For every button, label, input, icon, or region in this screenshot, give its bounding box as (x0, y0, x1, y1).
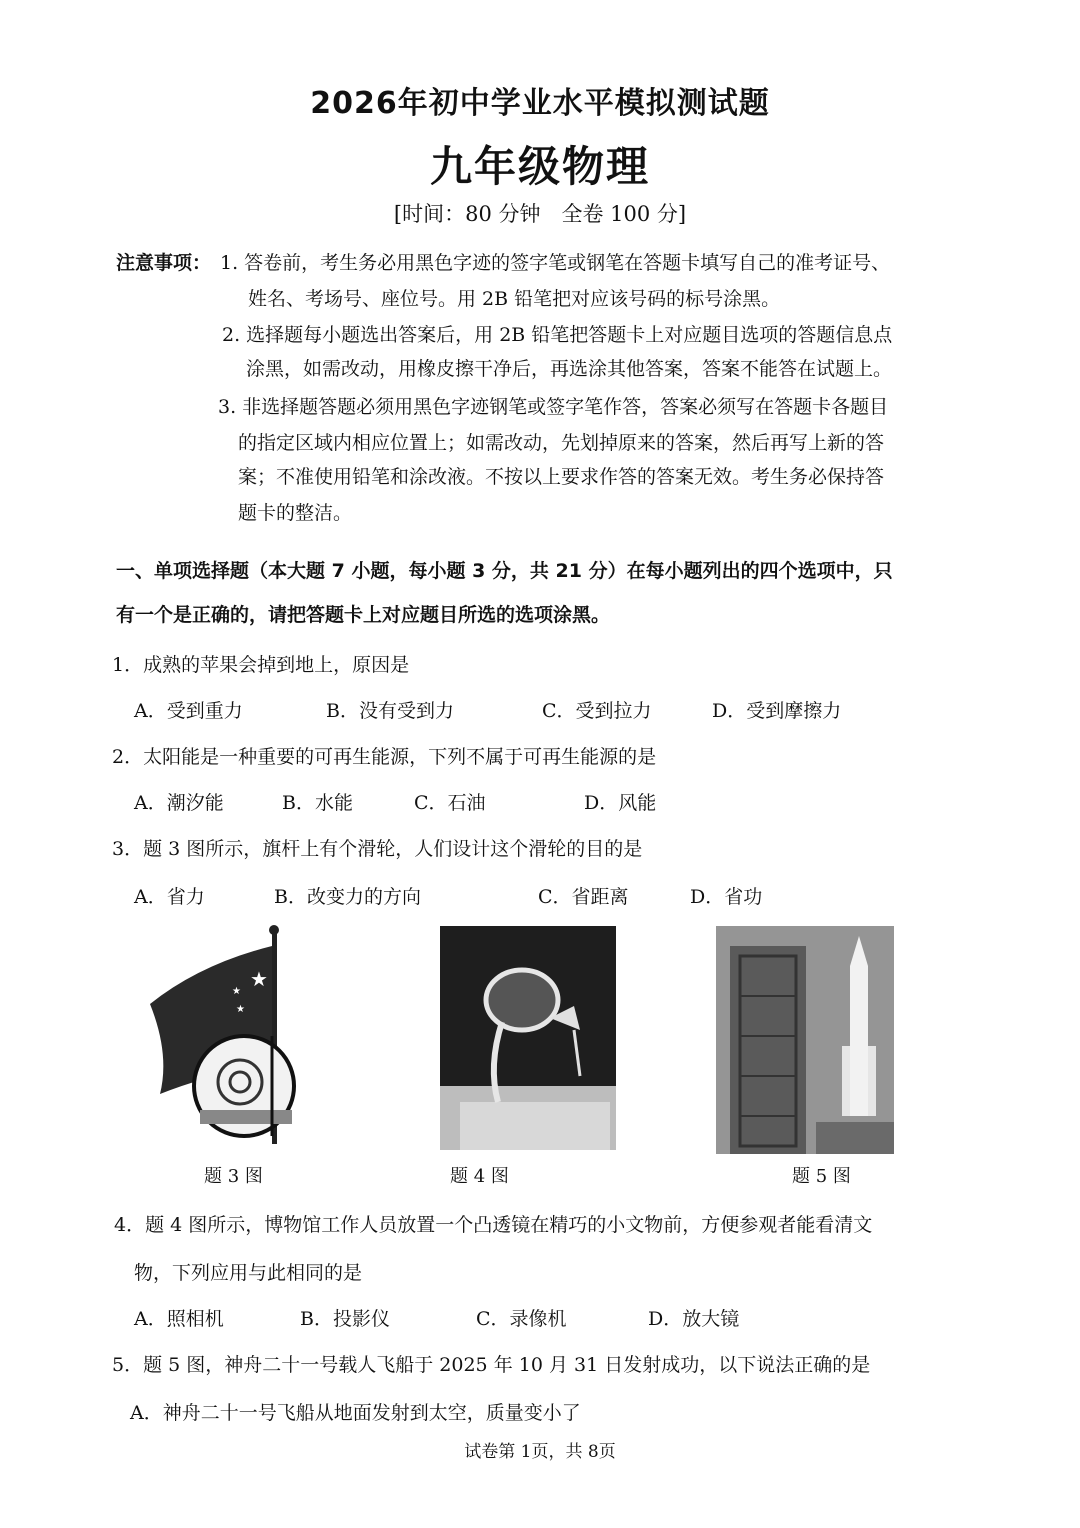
q1-option-c: C．受到拉力 (542, 700, 652, 722)
note-line: 1. 答卷前，考生务必用黑色字迹的签字笔或钢笔在答题卡填写自己的准考证号、 (220, 252, 891, 274)
q1-option-a: A．受到重力 (134, 700, 243, 722)
question-3-stem: 3．题 3 图所示，旗杆上有个滑轮，人们设计这个滑轮的目的是 (112, 838, 643, 860)
figure-4-caption: 题 4 图 (450, 1166, 509, 1187)
figure-5-rocket-launch (716, 926, 894, 1154)
question-1-stem: 1．成熟的苹果会掉到地上，原因是 (112, 654, 410, 676)
q4-option-d: D．放大镜 (648, 1308, 740, 1330)
q3-option-d: D．省功 (690, 886, 763, 908)
note-line: 的指定区域内相应位置上；如需改动，先划掉原来的答案，然后再写上新的答 (238, 432, 885, 454)
q5-option-a: A．神舟二十一号飞船从地面发射到太空，质量变小了 (130, 1402, 581, 1424)
q3-option-c: C．省距离 (538, 886, 629, 908)
page-footer: 试卷第 1页，共 8页 (464, 1442, 616, 1462)
section1-heading-cont: 有一个是正确的，请把答题卡上对应题目所选的选项涂黑。 (116, 604, 611, 626)
note-line: 案；不准使用铅笔和涂改液。不按以上要求作答的答案无效。考生务必保持答 (238, 466, 885, 488)
note-line: 姓名、考场号、座位号。用 2B 铅笔把对应该号码的标号涂黑。 (248, 288, 781, 310)
note-line: 3. 非选择题答题必须用黑色字迹钢笔或签字笔作答，答案必须写在答题卡各题目 (218, 396, 889, 418)
figure-4-museum-lens (440, 926, 616, 1150)
note-line: 题卡的整洁。 (238, 502, 353, 524)
q3-option-b: B．改变力的方向 (274, 886, 421, 908)
q4-option-b: B．投影仪 (300, 1308, 390, 1330)
question-4-stem-cont: 物，下列应用与此相同的是 (134, 1262, 363, 1284)
q1-option-b: B．没有受到力 (326, 700, 454, 722)
q2-option-b: B．水能 (282, 792, 353, 814)
exam-title: 2026年初中学业水平模拟测试题 (310, 86, 770, 121)
question-4-stem: 4．题 4 图所示，博物馆工作人员放置一个凸透镜在精巧的小文物前，方便参观者能看清文 (114, 1214, 873, 1236)
q2-option-c: C．石油 (414, 792, 486, 814)
time-info: [时间：80 分钟 全卷 100 分] (393, 202, 687, 226)
q2-option-d: D．风能 (584, 792, 657, 814)
q3-option-a: A．省力 (134, 886, 205, 908)
svg-text:★: ★ (236, 1004, 245, 1015)
subject-title: 九年级物理 (429, 142, 650, 191)
figure-5-caption: 题 5 图 (792, 1166, 851, 1187)
svg-text:★: ★ (232, 986, 241, 997)
figure-3-flag-pulley (140, 924, 320, 1146)
section1-heading: 一、单项选择题（本大题 7 小题，每小题 3 分，共 21 分）在每小题列出的四个选项中，只 (116, 560, 893, 582)
note-line: 2. 选择题每小题选出答案后，用 2B 铅笔把答题卡上对应题目选项的答题信息点 (222, 324, 893, 346)
notes-label: 注意事项： (116, 252, 212, 274)
q2-option-a: A．潮汐能 (134, 792, 224, 814)
question-5-stem: 5．题 5 图，神舟二十一号载人飞船于 2025 年 10 月 31 日发射成功，以下说法正确的是 (112, 1354, 871, 1376)
svg-text:★: ★ (250, 967, 268, 991)
question-2-stem: 2．太阳能是一种重要的可再生能源，下列不属于可再生能源的是 (112, 746, 657, 768)
q4-option-c: C．录像机 (476, 1308, 567, 1330)
figure-3-caption: 题 3 图 (204, 1166, 263, 1187)
q4-option-a: A．照相机 (134, 1308, 224, 1330)
note-line: 涂黑，如需改动，用橡皮擦干净后，再选涂其他答案，答案不能答在试题上。 (246, 358, 893, 380)
q1-option-d: D．受到摩擦力 (712, 700, 842, 722)
